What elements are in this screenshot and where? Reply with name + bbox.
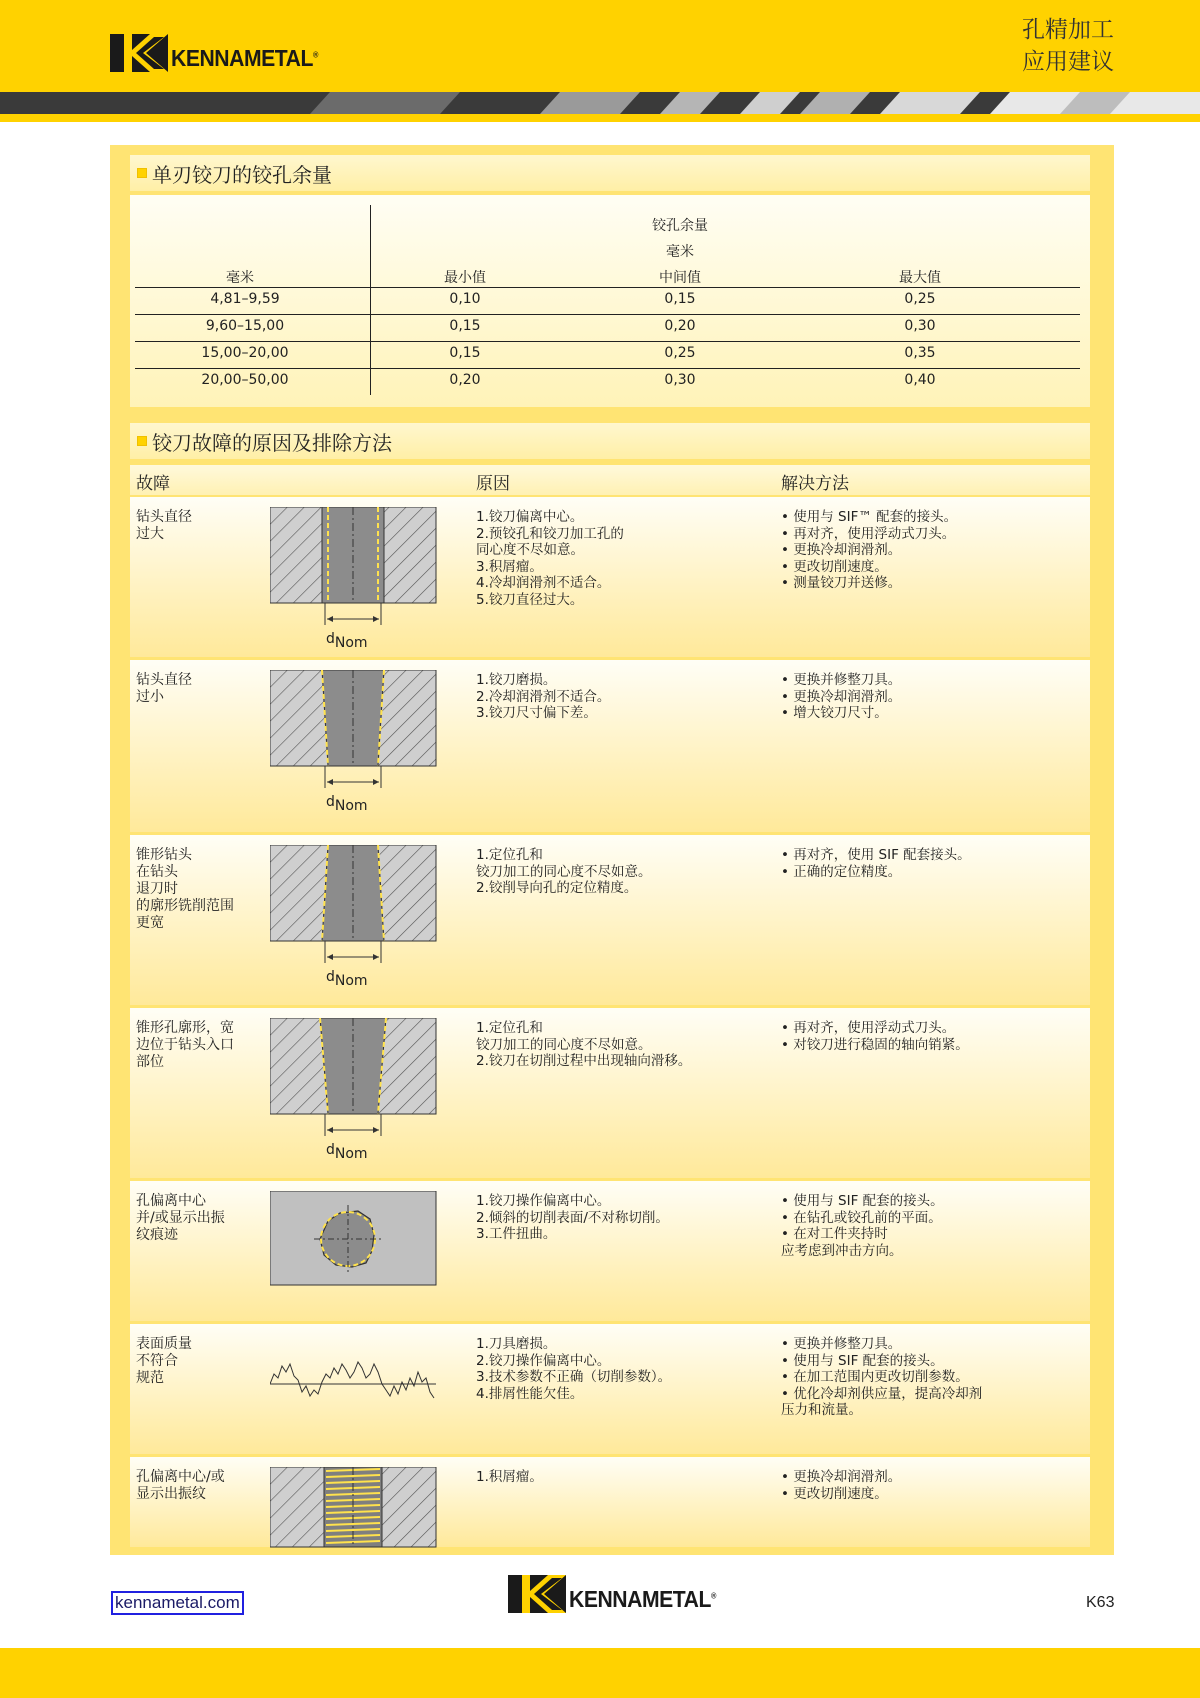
fault-text: 孔偏离中心/或 显示出振纹 [136,1469,225,1502]
dnom-label: $d_{Nom}$ [326,969,368,989]
trouble-row-3 [130,835,1090,1005]
table-cell: 0,20 [449,372,481,388]
brand-name: KENNAMETAL [569,1585,711,1612]
header-title-line1: 孔精加工 [1022,17,1114,43]
table-cell: 0,30 [904,318,936,334]
page-number: K63 [1086,1594,1115,1611]
trouble-row-6 [130,1324,1090,1454]
col-min-header: 最小值 [444,270,486,286]
dnom-label: $d_{Nom}$ [326,1142,368,1162]
square-bullet-icon [137,168,147,178]
fix-text: • 使用与 SIF 配套的接头。 • 在钻孔或铰孔前的平面。 • 在对工件夹持时 应考虑到冲击方向。 [781,1193,944,1259]
cause-text: 1.定位孔和 铰刀加工的同心度不尽如意。 2.铰刀在切削过程中出现轴向滑移。 [476,1020,692,1069]
fault-text: 钻头直径 过小 [136,672,192,705]
allowance-table [130,195,1090,407]
kennametal-logo-footer [508,1575,729,1613]
trouble-row-1 [130,497,1090,657]
k-logo-icon [110,34,168,72]
footer-bar [0,1648,1200,1698]
trouble-row-7 [130,1457,1090,1547]
trouble-row-5 [130,1181,1090,1321]
trademark: ® [710,1590,716,1600]
stripe-band [0,92,1200,114]
tapered-exit-hole-diagram-icon [270,845,440,965]
table-cell: 0,15 [449,318,481,334]
table-cell: 0,30 [664,372,696,388]
header-title [1022,14,1114,78]
col-diameter-header: 毫米 [226,270,254,286]
table-cell: 15,00–20,00 [201,345,289,361]
fault-text: 钻头直径 过大 [136,509,192,542]
table-cell: 20,00–50,00 [201,372,289,388]
allowance-section-title: 单刃铰刀的铰孔余量 [130,155,1090,191]
table-cell: 4,81–9,59 [210,291,280,307]
k-logo-icon [508,1575,566,1613]
table-cell: 0,25 [664,345,696,361]
surface-roughness-profile-icon [270,1334,440,1414]
fix-text: • 更换并修整刀具。 • 使用与 SIF 配套的接头。 • 在加工范围内更改切削参数。 • 优化冷却剂供应量，提高冷却剂 压力和流量。 [781,1336,983,1418]
table-cell: 0,15 [449,345,481,361]
website-link[interactable]: kennametal.com [111,1591,244,1615]
col-cause-header: 原因 [476,474,510,494]
table-cell: 0,25 [904,291,936,307]
trouble-column-header [130,465,1090,495]
header-title-line2: 应用建议 [1022,49,1114,75]
yellow-line [0,114,1200,122]
kennametal-logo [110,34,331,72]
trademark: ® [312,49,318,59]
fix-text: • 更换并修整刀具。 • 更换冷却润滑剂。 • 增大铰刀尺寸。 [781,672,902,721]
chatter-marks-diagram-icon [270,1467,440,1551]
cause-text: 1.定位孔和 铰刀加工的同心度不尽如意。 2.铰削导向孔的定位精度。 [476,847,652,896]
allowance-unit-label: 毫米 [666,244,694,260]
trouble-row-2 [130,660,1090,832]
tapered-entry-hole-diagram-icon [270,1018,440,1138]
table-cell: 0,35 [904,345,936,361]
fix-text: • 更换冷却润滑剂。 • 更改切削速度。 [781,1469,902,1502]
oversize-hole-diagram-icon [270,507,440,627]
trouble-section-title: 铰刀故障的原因及排除方法 [130,423,1090,459]
main-panel [110,145,1114,1555]
brand-name: KENNAMETAL [171,44,313,71]
fault-text: 锥形钻头 在钻头 退刀时 的廓形铣削范围 更宽 [136,847,234,931]
fix-text: • 再对齐，使用浮动式刀头。 • 对铰刀进行稳固的轴向销紧。 [781,1020,969,1053]
page-header [0,0,1200,92]
cause-text: 1.积屑瘤。 [476,1469,543,1485]
fix-text: • 再对齐，使用 SIF 配套接头。 • 正确的定位精度。 [781,847,971,880]
allowance-group-label: 铰孔余量 [652,218,708,234]
cause-text: 1.铰刀磨损。 2.冷却润滑剂不适合。 3.铰刀尺寸偏下差。 [476,672,611,721]
col-max-header: 最大值 [899,270,941,286]
fault-text: 锥形孔廓形，宽 边位于钻头入口 部位 [136,1020,234,1070]
table-cell: 9,60–15,00 [205,318,285,334]
col-fix-header: 解决方法 [781,474,849,494]
trouble-row-4 [130,1008,1090,1178]
table-cell: 0,40 [904,372,936,388]
fault-text: 孔偏离中心 并/或显示出振 纹痕迹 [136,1193,225,1243]
table-cell: 0,15 [664,291,696,307]
cause-text: 1.铰刀偏离中心。 2.预铰孔和铰刀加工孔的 同心度不尽如意。 3.积屑瘤。 4.冷却润滑剂不适合。 5.铰刀直径过大。 [476,509,624,608]
col-mid-header: 中间值 [659,270,701,286]
dnom-label: $d_{Nom}$ [326,794,368,814]
table-cell: 0,10 [449,291,481,307]
fix-text: • 使用与 SIF™ 配套的接头。 • 再对齐，使用浮动式刀头。 • 更换冷却润滑剂。 • 更改切削速度。 • 测量铰刀并送修。 [781,509,958,591]
table-cell: 0,20 [664,318,696,334]
undersize-hole-diagram-icon [270,670,440,790]
col-fault-header: 故障 [136,474,170,494]
cause-text: 1.铰刀操作偏离中心。 2.倾斜的切削表面/不对称切削。 3.工件扭曲。 [476,1193,669,1242]
off-center-hole-diagram-icon [270,1191,440,1291]
dnom-label: $d_{Nom}$ [326,631,368,651]
fault-text: 表面质量 不符合 规范 [136,1336,192,1386]
square-bullet-icon [137,436,147,446]
cause-text: 1.刀具磨损。 2.铰刀操作偏离中心。 3.技术参数不正确（切削参数）。 4.排屑性能欠佳。 [476,1336,672,1402]
